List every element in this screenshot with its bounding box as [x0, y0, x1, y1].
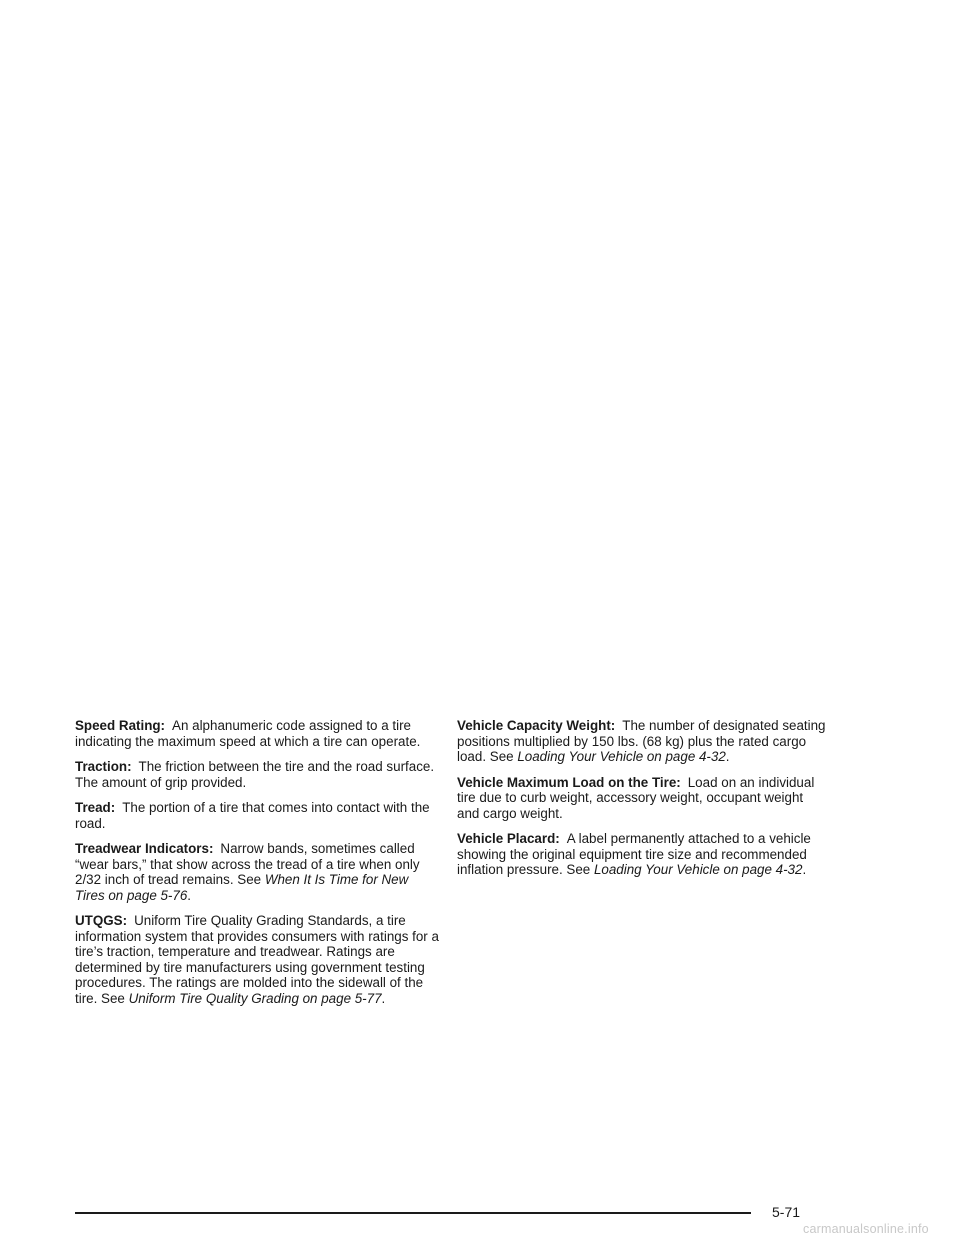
right-column — [457, 718, 827, 888]
glossary-definition: The friction between the tire and the road surface. The amount of grip provided. — [75, 759, 435, 790]
left-column — [75, 718, 440, 1016]
glossary-term: Speed Rating: — [75, 718, 166, 733]
glossary-term: Vehicle Capacity Weight: — [457, 718, 616, 733]
page-number: 5-71 — [772, 1204, 801, 1220]
glossary-term: Traction: — [75, 759, 132, 774]
glossary-definition: The number of designated seating positions multiplied by 150 lbs. (68 kg) plus the rated cargo load. See — [457, 718, 826, 764]
footer-rule — [75, 1212, 751, 1214]
glossary-entry-tread — [75, 800, 440, 831]
glossary-term: Treadwear Indicators: — [75, 841, 214, 856]
glossary-entry-vehicle-capacity-weight — [457, 718, 827, 765]
glossary-definition: Load on an individual tire due to curb weight, accessory weight, occupant weight and cargo weight. — [457, 774, 815, 821]
cross-reference-link[interactable]: Loading Your Vehicle on page 4-32 — [517, 749, 726, 764]
glossary-entry-utqgs — [75, 913, 440, 1006]
definition-tail: . — [725, 749, 730, 764]
definition-tail: . — [802, 862, 807, 877]
definition-tail: . — [381, 990, 386, 1006]
cross-reference-link[interactable]: When It Is Time for New Tires on page 5-76 — [75, 872, 409, 903]
glossary-definition: Narrow bands, sometimes called “wear bars,” that show across the tread of a tire when only 2/32 inch of tread remains. See — [75, 841, 420, 887]
glossary-term: UTQGS: — [75, 913, 128, 928]
glossary-entry-traction — [75, 759, 440, 790]
glossary-definition: An alphanumeric code assigned to a tire indicating the maximum speed at which a tire can operate. — [75, 718, 421, 749]
glossary-definition: A label permanently attached to a vehicle showing the original equipment tire size and recommended inflation pressure. See — [457, 831, 811, 877]
glossary-term: Tread: — [75, 800, 116, 815]
definition-tail: . — [187, 887, 192, 903]
glossary-term: Vehicle Maximum Load on the Tire: — [457, 774, 681, 790]
glossary-entry-vehicle-maximum-load — [457, 775, 827, 822]
cross-reference-link[interactable]: Loading Your Vehicle on page 4-32 — [593, 862, 803, 877]
cross-reference-link[interactable]: Uniform Tire Quality Grading on page 5-77 — [128, 990, 382, 1006]
glossary-definition: Uniform Tire Quality Grading Standards, a tire information system that provides consumers with ratings for a tire’s traction, temperature and treadwear. Ratings are determined by tire manufacturers using government testing procedures. The ratings are molded into the sidewall of the tire. See — [75, 913, 439, 1006]
watermark: carmanualsonline.info — [803, 1222, 929, 1236]
glossary-definition: The portion of a tire that comes into contact with the road. — [75, 800, 430, 831]
glossary-entry-speed-rating — [75, 718, 440, 749]
glossary-entry-vehicle-placard — [457, 831, 827, 878]
glossary-term: Vehicle Placard: — [457, 831, 560, 846]
glossary-entry-treadwear-indicators — [75, 841, 440, 903]
